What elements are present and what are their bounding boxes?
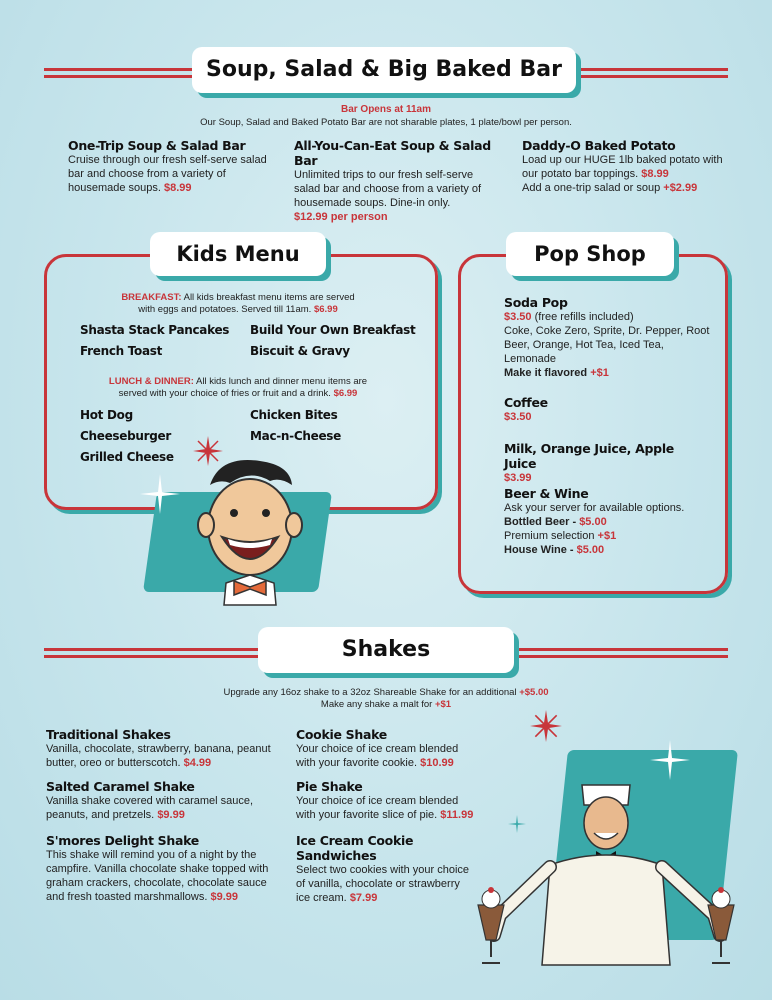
- kids-lunch-note: LUNCH & DINNER: All kids lunch and dinner menu items are served with your choice of fries or fruit and a drink. $6.99: [108, 376, 368, 399]
- kids-breakfast-right: [250, 320, 415, 362]
- pop-milk: [504, 441, 710, 485]
- item-name: Pie Shake: [296, 779, 363, 794]
- item-desc: Select two cookies with your choice of vanilla, chocolate or strawberry ice cream. $7.99: [296, 864, 470, 904]
- shakes-rule-left-1: [44, 648, 272, 651]
- header-rule-right-1: [568, 68, 728, 71]
- kid-illustration: [190, 455, 310, 615]
- menu-item: Chicken Bites: [250, 408, 338, 422]
- item-desc: This shake will remind you of a night by the campfire. Vanilla chocolate shake topped with graham crackers, chocolate, chocolate sauce and fresh toasted marshmallows. $9.99: [46, 849, 269, 903]
- sparkle-icon: [650, 740, 690, 780]
- shake-item: [296, 727, 476, 770]
- menu-item: Grilled Cheese: [80, 450, 174, 464]
- kids-lunch-right: [250, 405, 341, 447]
- item-price: $3.99: [504, 472, 532, 484]
- kids-breakfast-note: BREAKFAST: All kids breakfast menu items are served with eggs and potatoes. Served till 11am. $6.99: [121, 292, 355, 315]
- bar-note: Our Soup, Salad and Baked Potato Bar are not sharable plates, 1 plate/bowl per person.: [200, 117, 572, 128]
- shakes-rule-right-2: [500, 655, 728, 658]
- shakes-rule-right-1: [500, 648, 728, 651]
- shake-item: [46, 779, 278, 822]
- kids-breakfast-left: [80, 320, 229, 362]
- menu-item: French Toast: [80, 344, 163, 358]
- item-price: $3.50: [504, 411, 532, 423]
- starburst-icon: [193, 436, 223, 466]
- item-price: $3.50 (free refills included): [504, 311, 634, 323]
- header-rule-left-2: [44, 75, 204, 78]
- item-name: Soda Pop: [504, 295, 568, 310]
- menu-item: Hot Dog: [80, 408, 133, 422]
- item-premium: Premium selection +$1: [504, 530, 617, 542]
- soup-item: [294, 138, 494, 224]
- item-flavor: Make it flavored +$1: [504, 367, 609, 379]
- shake-item: [296, 833, 476, 905]
- item-name: Traditional Shakes: [46, 727, 171, 742]
- item-name: One-Trip Soup & Salad Bar: [68, 138, 246, 153]
- item-name: Salted Caramel Shake: [46, 779, 195, 794]
- soup-item: [68, 138, 268, 195]
- menu-item: Shasta Stack Pancakes: [80, 323, 230, 337]
- header-rule-left-1: [44, 68, 204, 71]
- item-name: Daddy-O Baked Potato: [522, 138, 676, 153]
- item-desc: Unlimited trips to our fresh self-serve salad bar and choose from a variety of housemade soups. Dine-in only.: [294, 169, 482, 209]
- pop-soda: [504, 295, 710, 380]
- item-desc: Load up our HUGE 1lb baked potato with our potato bar toppings. $8.99: [522, 154, 723, 180]
- shakes-title: Shakes: [258, 627, 514, 673]
- item-desc: Ask your server for available options.: [504, 502, 685, 514]
- item-house: House Wine - $5.00: [504, 544, 605, 556]
- sparkle-icon: [140, 474, 180, 514]
- menu-item: Mac-n-Cheese: [250, 429, 341, 443]
- shakes-rule-left-2: [44, 655, 272, 658]
- starburst-icon: [530, 710, 562, 742]
- item-name: Ice Cream Cookie Sandwiches: [296, 833, 414, 863]
- shake-item: [46, 727, 278, 770]
- kids-lunch-left: [80, 405, 174, 468]
- item-desc: Cruise through our fresh self-serve salad bar and choose from a variety of housemade soups. $8.99: [68, 154, 267, 194]
- soup-title: Soup, Salad & Big Baked Bar: [192, 47, 576, 93]
- kids-title: Kids Menu: [150, 232, 326, 276]
- pop-beer: [504, 486, 710, 557]
- bar-opens: Bar Opens at 11am: [340, 104, 432, 115]
- item-desc: Vanilla shake covered with caramel sauce, peanuts, and pretzels. $9.99: [46, 795, 254, 821]
- item-name: S'mores Delight Shake: [46, 833, 199, 848]
- pop-coffee: [504, 395, 710, 424]
- pop-title: Pop Shop: [506, 232, 674, 276]
- sparkle-small-icon: [508, 815, 526, 833]
- shakes-upgrade: Upgrade any 16oz shake to a 32oz Shareable Shake for an additional +$5.00: [223, 687, 549, 698]
- item-name: All-You-Can-Eat Soup & Salad Bar: [294, 138, 491, 168]
- shakes-malt: Make any shake a malt for +$1: [320, 699, 452, 710]
- soda-jerk-illustration: [470, 775, 750, 970]
- item-bottled: Bottled Beer - $5.00: [504, 516, 607, 528]
- item-name: Cookie Shake: [296, 727, 387, 742]
- item-name: Beer & Wine: [504, 486, 589, 501]
- item-price: $12.99 per person: [294, 211, 388, 223]
- shake-item: [296, 779, 476, 822]
- soup-item: [522, 138, 732, 195]
- header-rule-right-2: [568, 75, 728, 78]
- item-extra: Add a one-trip salad or soup +$2.99: [522, 182, 698, 194]
- item-desc: Coke, Coke Zero, Sprite, Dr. Pepper, Root Beer, Orange, Hot Tea, Iced Tea, Lemonade: [504, 325, 710, 365]
- item-desc: Your choice of ice cream blended with your favorite cookie. $10.99: [296, 743, 459, 769]
- item-name: Coffee: [504, 395, 548, 410]
- menu-item: Build Your Own Breakfast: [250, 323, 416, 337]
- menu-item: Cheeseburger: [80, 429, 172, 443]
- item-desc: Vanilla, chocolate, strawberry, banana, peanut butter, oreo or butterscotch. $4.99: [46, 743, 271, 769]
- item-name: Milk, Orange Juice, Apple Juice: [504, 441, 674, 471]
- menu-item: Biscuit & Gravy: [250, 344, 350, 358]
- shake-item: [46, 833, 278, 904]
- item-desc: Your choice of ice cream blended with your favorite slice of pie. $11.99: [296, 795, 474, 821]
